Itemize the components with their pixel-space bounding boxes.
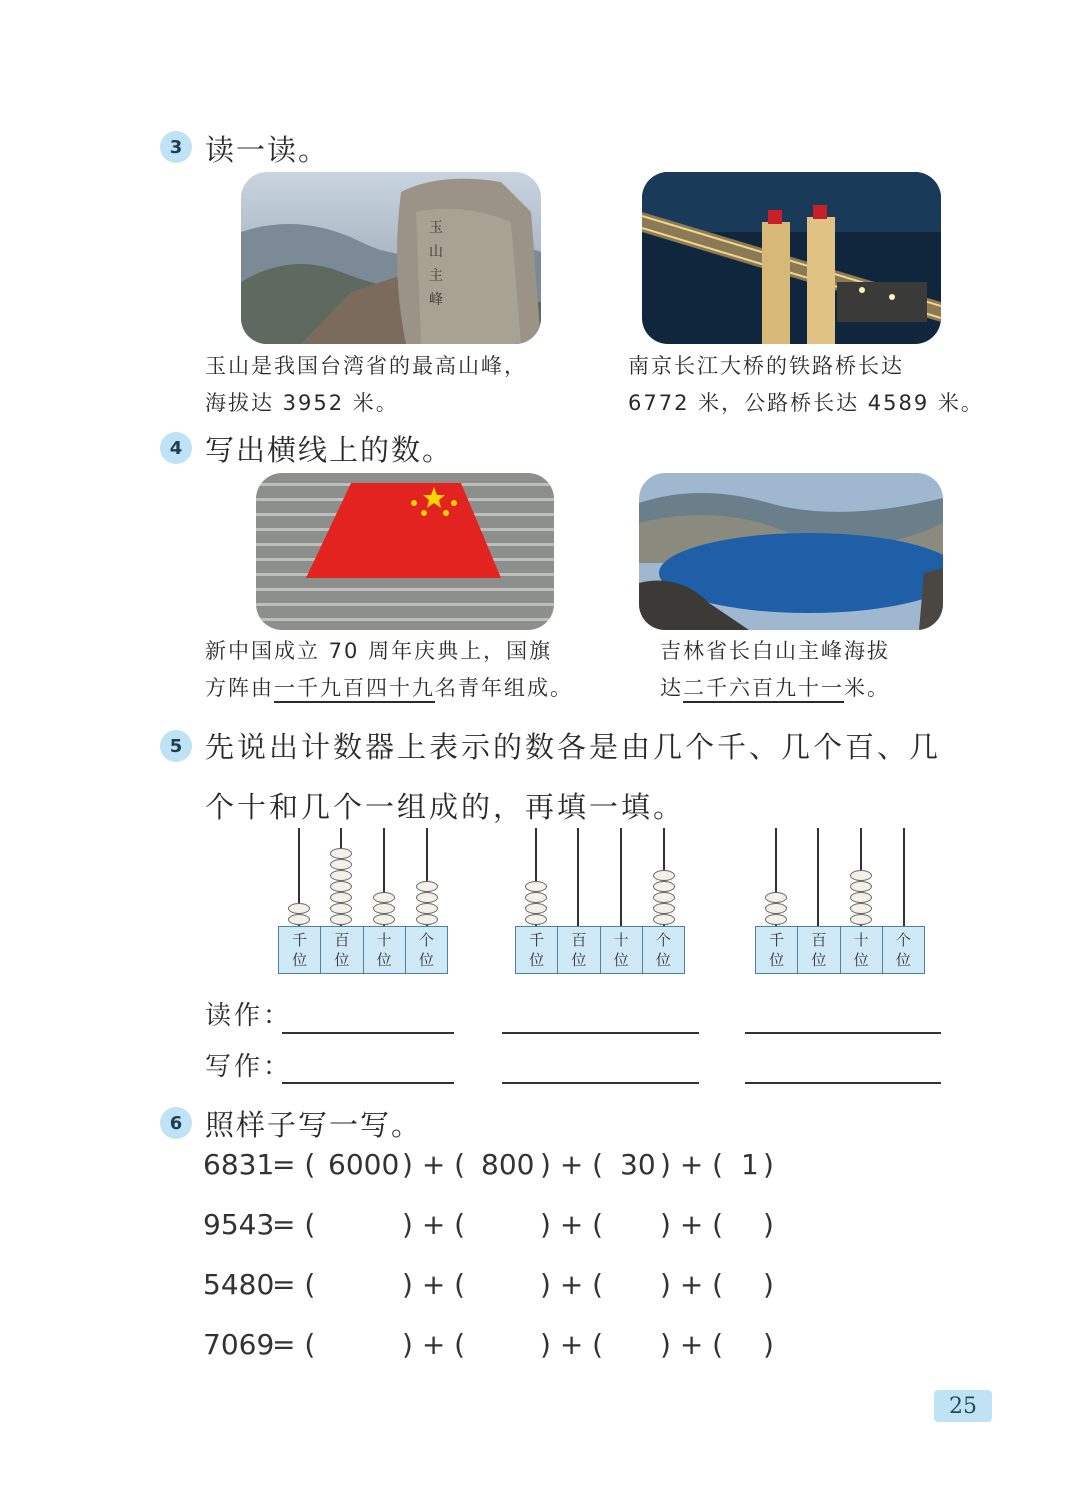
section-6-title: 照样子写一写。: [205, 1108, 423, 1142]
caption-bridge-line1: 南京长江大桥的铁路桥长达: [628, 354, 904, 378]
equation-number: 6831: [203, 1148, 275, 1181]
abacus-bead: [850, 881, 872, 892]
place-label-char: 十: [853, 931, 869, 949]
read-as-blank-3[interactable]: [745, 1032, 941, 1034]
place-label-char: 位: [853, 951, 869, 969]
abacus-bead: [416, 892, 438, 903]
abacus-1: [278, 828, 450, 978]
equation-sign: ) + (: [540, 1148, 604, 1181]
abacus-bead: [330, 870, 352, 881]
equation-sign: ) + (: [402, 1328, 466, 1361]
place-label-char: 十: [376, 931, 392, 949]
caption-changbai-line2-pre: 达: [660, 676, 683, 700]
abacus-bead: [373, 903, 395, 914]
section-3-title: 读一读。: [205, 133, 330, 167]
equation-sign: ) + (: [402, 1268, 466, 1301]
abacus-bead: [288, 914, 310, 925]
equation-sign: ): [763, 1328, 774, 1361]
place-label-char: 位: [529, 951, 545, 969]
section-6-badge: 6: [160, 1107, 192, 1139]
equation-part[interactable]: 6000: [328, 1148, 400, 1181]
place-label-char: 位: [334, 951, 350, 969]
equation-sign: ) + (: [660, 1208, 724, 1241]
place-label: [643, 927, 684, 973]
abacus-place-labels: [278, 926, 448, 974]
place-label: [364, 927, 406, 973]
read-as-blank-2[interactable]: [502, 1032, 699, 1034]
abacus-bead: [416, 903, 438, 914]
caption-bridge-line2: 6772 米，公路桥长达 4589 米。: [628, 391, 984, 415]
place-label-char: 百: [571, 931, 587, 949]
abacus-rod: [817, 828, 819, 928]
caption-yushan-line2: 海拔达 3952 米。: [205, 391, 399, 415]
page-number: 25: [934, 1390, 992, 1422]
caption-changbai-line2: [660, 670, 890, 707]
section-5-title-line2: 个十和几个一组成的，再填一填。: [205, 790, 686, 824]
place-label: [406, 927, 447, 973]
equation-part[interactable]: 1: [741, 1148, 759, 1181]
equation-sign: ): [763, 1148, 774, 1181]
abacus-bead: [373, 892, 395, 903]
abacus-bead: [850, 892, 872, 903]
place-label-char: 十: [613, 931, 629, 949]
abacus-bead: [850, 870, 872, 881]
equation-number: 9543: [203, 1208, 275, 1241]
svg-text:峰: 峰: [429, 292, 443, 308]
abacus-bead: [330, 892, 352, 903]
place-label-char: 位: [418, 951, 434, 969]
place-label-char: 位: [769, 951, 785, 969]
place-label: [321, 927, 363, 973]
abacus-bead: [850, 903, 872, 914]
equation-sign: ) + (: [540, 1328, 604, 1361]
abacus-bead: [525, 892, 547, 903]
caption-changbai-line2-post: 米。: [844, 676, 890, 700]
equation-sign: ) + (: [660, 1148, 724, 1181]
abacus-bead: [653, 892, 675, 903]
section-3-badge: 3: [160, 131, 192, 163]
caption-changbai: [660, 633, 890, 707]
abacus-bead: [525, 903, 547, 914]
equation-sign: ) + (: [540, 1208, 604, 1241]
read-as-blank-1[interactable]: [282, 1032, 454, 1034]
write-as-blank-3[interactable]: [745, 1082, 941, 1084]
abacus-bead: [765, 903, 787, 914]
caption-flag: [205, 633, 573, 707]
abacus-3: [755, 828, 927, 978]
equation-number: 5480: [203, 1268, 275, 1301]
photo-flag-formation: [256, 473, 554, 630]
place-label: [279, 927, 321, 973]
place-label-char: 个: [655, 931, 671, 949]
abacus-bead: [653, 903, 675, 914]
svg-text:玉: 玉: [429, 220, 443, 236]
write-as-blank-1[interactable]: [282, 1082, 454, 1084]
section-4-title: 写出横线上的数。: [205, 433, 454, 467]
write-as-label: 写作：: [205, 1052, 293, 1082]
equation-sign: ) + (: [402, 1148, 466, 1181]
abacus-rod: [577, 828, 579, 928]
place-label-char: 位: [811, 951, 827, 969]
place-label: [558, 927, 600, 973]
caption-flag-line2: [205, 670, 573, 707]
caption-flag-line2-post: 名青年组成。: [435, 676, 573, 700]
svg-text:山: 山: [429, 244, 443, 260]
equation-part[interactable]: 800: [481, 1148, 535, 1181]
equation-number: 7069: [203, 1328, 275, 1361]
abacus-bead: [525, 914, 547, 925]
place-label-char: 位: [613, 951, 629, 969]
caption-yushan: [205, 348, 527, 422]
place-label-char: 位: [376, 951, 392, 969]
caption-bridge: [628, 348, 984, 422]
equation-sign: = (: [272, 1148, 316, 1181]
place-label: [601, 927, 643, 973]
abacus-bead: [373, 914, 395, 925]
place-label-char: 百: [811, 931, 827, 949]
place-label: [883, 927, 924, 973]
abacus-place-labels: [515, 926, 685, 974]
caption-yushan-line1: 玉山是我国台湾省的最高山峰，: [205, 354, 527, 378]
photo-yushan: [241, 172, 541, 344]
place-label-char: 位: [655, 951, 671, 969]
equation-part[interactable]: 30: [620, 1148, 656, 1181]
photo-changbai-mountain: [639, 473, 943, 630]
place-label-char: 位: [292, 951, 308, 969]
place-label-char: 个: [418, 931, 434, 949]
section-5-badge: 5: [160, 730, 192, 762]
place-label-char: 千: [292, 931, 308, 949]
abacus-bead: [765, 914, 787, 925]
place-label-char: 百: [334, 931, 350, 949]
abacus-bead: [653, 881, 675, 892]
read-as-label: 读作：: [205, 1001, 293, 1031]
caption-flag-line1: 新中国成立 70 周年庆典上，国旗: [205, 639, 553, 663]
place-label-char: 位: [895, 951, 911, 969]
caption-flag-line2-pre: 方阵由: [205, 676, 274, 700]
equation-sign: ) + (: [660, 1328, 724, 1361]
caption-changbai-line1: 吉林省长白山主峰海拔: [660, 639, 890, 663]
place-label-char: 个: [895, 931, 911, 949]
abacus-bead: [330, 881, 352, 892]
abacus-bead: [416, 914, 438, 925]
equation-sign: = (: [272, 1328, 316, 1361]
svg-text:主: 主: [429, 268, 443, 284]
photo-nanjing-bridge: [642, 172, 941, 344]
abacus-bead: [416, 881, 438, 892]
equation-sign: ) + (: [660, 1268, 724, 1301]
abacus-place-labels: [755, 926, 925, 974]
equation-sign: ): [763, 1268, 774, 1301]
place-label: [841, 927, 883, 973]
place-label: [756, 927, 798, 973]
abacus-bead: [653, 914, 675, 925]
abacus-bead: [330, 914, 352, 925]
abacus-2: [515, 828, 687, 978]
equation-sign: = (: [272, 1208, 316, 1241]
place-label-char: 千: [529, 931, 545, 949]
place-label-char: 位: [571, 951, 587, 969]
equation-sign: ): [763, 1208, 774, 1241]
abacus-bead: [288, 903, 310, 914]
abacus-bead: [653, 870, 675, 881]
underlined-number-1949: 一千九百四十九: [274, 676, 435, 700]
abacus-rod: [620, 828, 622, 928]
abacus-bead: [525, 881, 547, 892]
equation-sign: = (: [272, 1268, 316, 1301]
abacus-rod: [903, 828, 905, 928]
abacus-bead: [330, 859, 352, 870]
abacus-bead: [330, 903, 352, 914]
write-as-blank-2[interactable]: [502, 1082, 699, 1084]
equation-sign: ) + (: [402, 1208, 466, 1241]
section-4-badge: 4: [160, 432, 192, 464]
underlined-number-2691: 二千六百九十一: [683, 676, 844, 700]
place-label: [798, 927, 840, 973]
abacus-bead: [765, 892, 787, 903]
abacus-bead: [330, 848, 352, 859]
section-5-title-line1: 先说出计数器上表示的数各是由几个千、几个百、几: [205, 730, 942, 764]
abacus-bead: [850, 914, 872, 925]
place-label-char: 千: [769, 931, 785, 949]
equation-sign: ) + (: [540, 1268, 604, 1301]
place-label: [516, 927, 558, 973]
